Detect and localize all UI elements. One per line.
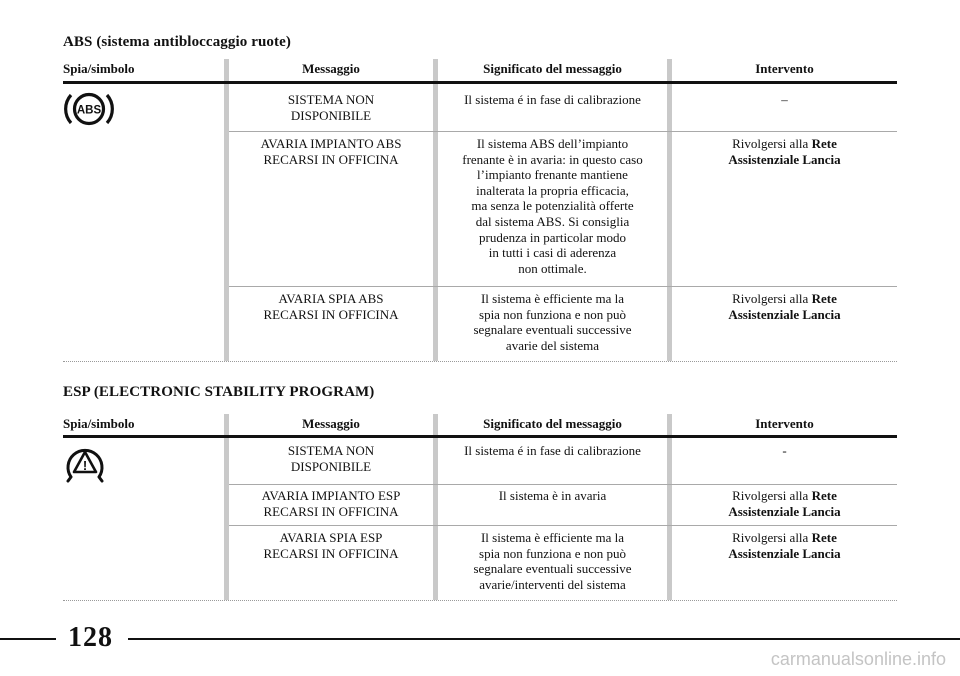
abs-row3-message: AVARIA SPIA ABS RECARSI IN OFFICINA — [263, 291, 399, 322]
abs-row-separator-1 — [229, 131, 897, 132]
esp-row1-action: - — [782, 443, 787, 458]
esp-header-rule — [63, 435, 897, 438]
abs-header-symbol: Spia/simbolo — [63, 61, 135, 76]
abs-row1-meaning: Il sistema é in fase di calibrazione — [464, 92, 641, 107]
esp-row1-message: SISTEMA NON DISPONIBILE — [287, 443, 375, 474]
esp-row-separator-1 — [229, 484, 897, 485]
abs-icon-label: ABS — [76, 104, 102, 117]
page-number: 128 — [68, 622, 113, 653]
abs-warning-icon — [63, 87, 115, 131]
esp-header-message: Messaggio — [302, 416, 360, 431]
esp-header-action: Intervento — [755, 416, 814, 431]
esp-table-end-rule — [63, 600, 897, 601]
esp-row-separator-2 — [229, 525, 897, 526]
esp-row2-message: AVARIA IMPIANTO ESP RECARSI IN OFFICINA — [261, 488, 401, 519]
abs-row1-message: SISTEMA NON DISPONIBILE — [287, 92, 375, 123]
abs-row2-meaning: Il sistema ABS dell’impianto frenante è in avaria: in questo caso l’impianto frenante mantiene inalterata la propria efficacia, ma senza le potenzialità offerte dal sistema ABS. Si consiglia prudenza in particolar modo in tutti i casi di aderenza non ottimale. — [462, 136, 643, 276]
watermark-text: carmanualsonline.info — [770, 649, 946, 669]
abs-row3-meaning: Il sistema è efficiente ma la spia non funziona e non può segnalare eventuali successive avarie del sistema — [473, 291, 632, 353]
abs-row2-message: AVARIA IMPIANTO ABS RECARSI IN OFFICINA — [260, 136, 402, 167]
esp-row3-message: AVARIA SPIA ESP RECARSI IN OFFICINA — [263, 530, 399, 561]
footer-rule-left — [0, 638, 56, 640]
abs-section-title: ABS (sistema antibloccaggio ruote) — [63, 34, 291, 50]
esp-row2-action: Rivolgersi alla Rete Assistenziale Lancia — [728, 488, 841, 519]
esp-table — [63, 414, 897, 600]
esp-row1-meaning: Il sistema é in fase di calibrazione — [464, 443, 641, 458]
abs-table-end-rule — [63, 361, 897, 362]
abs-row-separator-2 — [229, 286, 897, 287]
abs-row3-action: Rivolgersi alla Rete Assistenziale Lancia — [728, 291, 841, 322]
abs-row1-action: – — [781, 92, 788, 107]
esp-row3-action: Rivolgersi alla Rete Assistenziale Lancia — [728, 530, 841, 561]
esp-header-symbol: Spia/simbolo — [63, 416, 135, 431]
abs-header-message: Messaggio — [302, 61, 360, 76]
abs-header-meaning: Significato del messaggio — [483, 61, 622, 76]
esp-row2-meaning: Il sistema è in avaria — [498, 488, 607, 503]
footer-rule-right — [128, 638, 960, 640]
esp-row3-meaning: Il sistema è efficiente ma la spia non funziona e non può segnalare eventuali successive avarie/interventi del sistema — [473, 530, 632, 592]
abs-header-action: Intervento — [755, 61, 814, 76]
abs-row2-action: Rivolgersi alla Rete Assistenziale Lancia — [728, 136, 841, 167]
esp-section-title: ESP (ELECTRONIC STABILITY PROGRAM) — [63, 384, 375, 400]
esp-warning-triangle-icon — [63, 444, 107, 486]
abs-table — [63, 59, 897, 361]
esp-header-meaning: Significato del messaggio — [483, 416, 622, 431]
abs-header-rule — [63, 81, 897, 84]
esp-icon-label: ! — [82, 458, 88, 473]
